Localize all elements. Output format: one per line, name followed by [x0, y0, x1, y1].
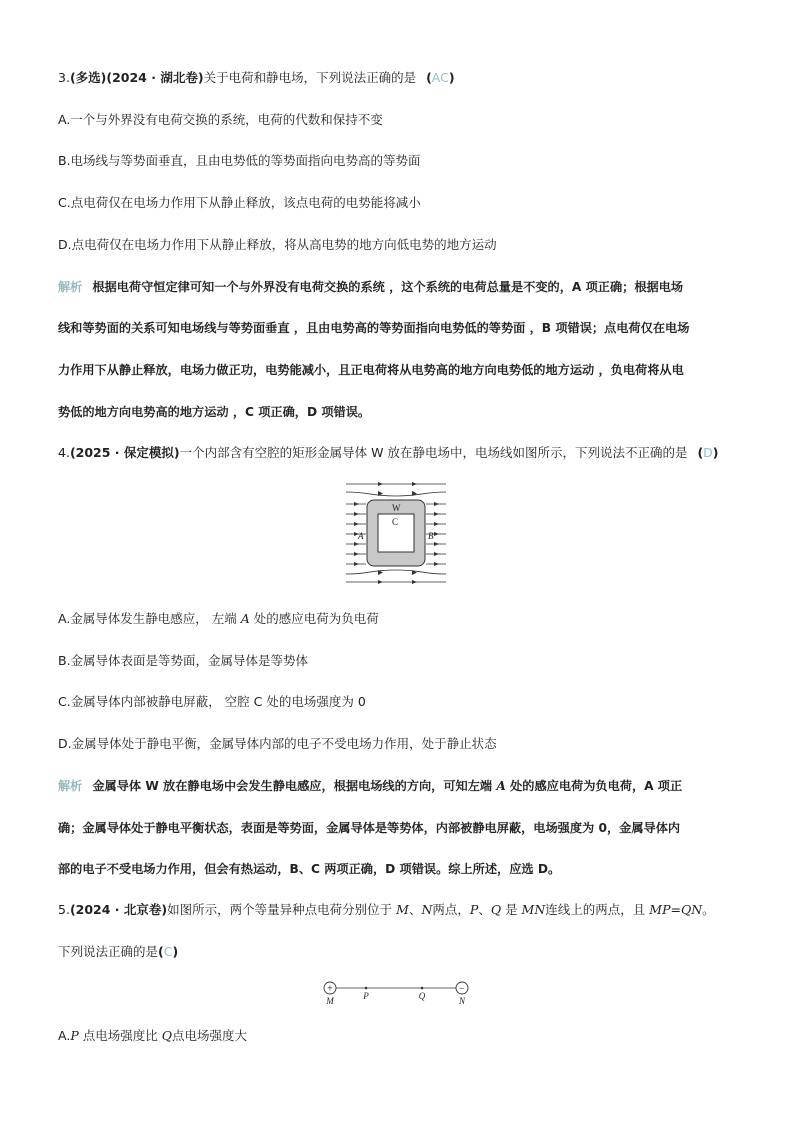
- q4-option-a-var: A: [240, 611, 250, 626]
- label-p: P: [363, 991, 369, 1001]
- q3-option-c: C.点电荷仅在电场力作用下从静止释放，该点电荷的电势能将减小: [58, 195, 421, 210]
- plus-sign: +: [327, 983, 333, 995]
- q5-var-n: N: [421, 902, 433, 917]
- q5-sep-2: 、: [478, 902, 491, 917]
- q4-conductor-figure: [340, 478, 452, 588]
- label-m: M: [326, 996, 334, 1006]
- q5-var-mn: MN: [521, 902, 546, 917]
- label-q: Q: [418, 991, 426, 1001]
- q4-stem-text: 一个内部含有空腔的矩形金属导体 W 放在静电场中，电场线如图所示，下列说法不正确的是: [179, 445, 688, 460]
- q4-stem: [58, 445, 719, 461]
- q5-stem-text-3: 是: [501, 902, 522, 917]
- q3-answer-close: ): [448, 70, 455, 85]
- q4-answer-close: ): [712, 445, 719, 460]
- q4-source: 保定模拟: [123, 445, 174, 460]
- q4-option-c: C.金属导体内部被静电屏蔽， 空腔 C 处的电场强度为 0: [58, 694, 366, 709]
- q5-stem-line-2: [58, 944, 178, 960]
- q3-solution-label: 解析: [58, 280, 83, 294]
- q5-option-a-prefix: A.: [58, 1028, 71, 1043]
- q3-stem-text: 关于电荷和静电场，下列说法正确的是: [203, 70, 417, 85]
- q5-answer: C: [163, 944, 173, 959]
- q4-option-d: D.金属导体处于静电平衡，金属导体内部的电子不受电场力作用，处于静止状态: [58, 736, 497, 751]
- q3-answer: AC: [431, 70, 449, 85]
- q5-sep-1: 、: [408, 902, 422, 917]
- label-w: W: [392, 503, 401, 513]
- q4-solution-label: 解析: [58, 779, 83, 793]
- label-a: A: [358, 531, 364, 541]
- q3-option-b: B.电场线与等势面垂直，且由电势低的等势面指向电势高的等势面: [58, 153, 421, 168]
- q4-option-a-text: A.金属导体发生静电感应， 左端: [58, 611, 241, 626]
- q5-option-a-var-p: P: [70, 1028, 79, 1043]
- label-b: B: [428, 531, 434, 541]
- q5-var-q: Q: [490, 902, 502, 917]
- q5-option-a-text-2: 点电场强度大: [171, 1028, 247, 1043]
- q5-year: 2024: [75, 902, 111, 917]
- q4-year: 2025: [75, 445, 111, 460]
- q3-stem: [58, 70, 455, 86]
- q5-option-a-text: 点电场强度比: [78, 1028, 162, 1043]
- q4-solution-text-1b: 处的感应电荷为负电荷，A 项正: [505, 779, 683, 793]
- label-n: N: [458, 996, 466, 1006]
- q5-stem-text-4: 连线上的两点，且: [545, 902, 650, 917]
- q5-tag-close: ): [161, 902, 168, 917]
- q5-condition: MP=QN: [649, 902, 703, 917]
- q4-answer: D: [703, 445, 713, 460]
- q5-answer-open: (: [158, 944, 164, 959]
- q5-stem: [58, 902, 715, 918]
- q5-charges-figure: [318, 978, 478, 1008]
- q5-stem-text: 如图所示，两个等量异种点电荷分别位于: [167, 902, 397, 917]
- q4-solution-line-3: 部的电子不受电场力作用，但会有热运动，B、C 两项正确，D 项错误。综上所述，应选 D。: [58, 862, 561, 876]
- q5-number: 5.: [58, 902, 70, 917]
- q5-dot: ·: [110, 902, 124, 917]
- q4-dot: ·: [110, 445, 124, 460]
- label-c: C: [392, 517, 399, 527]
- q5-var-p: P: [469, 902, 479, 917]
- q3-solution-line-3: 力作用下从静止释放，电场力做正功，电势能减小，且正电荷将从电势高的地方向电势低的地方运动 ，负电荷将从电: [58, 363, 684, 377]
- q4-option-a-text-2: 处的感应电荷为负电荷: [249, 611, 379, 626]
- q3-tag: (多选)(: [69, 70, 113, 85]
- field-line: [346, 570, 446, 574]
- q5-stem-end: 。: [702, 902, 715, 917]
- q3-solution-text-1: 根据电荷守恒定律可知一个与外界没有电荷交换的系统 ，这个系统的电荷总量是不变的，A 项正确；根据电场: [92, 280, 684, 294]
- q5-option-a: [58, 1028, 247, 1044]
- q5-answer-close: ): [172, 944, 179, 959]
- q4-option-a: [58, 611, 379, 627]
- q4-tag: (: [69, 445, 76, 460]
- q3-year: 2024: [112, 70, 147, 85]
- q3-option-a: A.一个与外界没有电荷交换的系统，电荷的代数和保持不变: [58, 112, 383, 127]
- q4-solution-var: A: [496, 779, 506, 793]
- q3-source: 湖北卷: [160, 70, 198, 85]
- q3-solution-line-2: 线和等势面的关系可知电场线与等势面垂直 ，且由电势高的等势面指向电势低的等势面 ，B 项错误；点电荷仅在电场: [58, 321, 690, 335]
- point-p: [365, 987, 368, 990]
- q4-answer-open: (: [697, 445, 704, 460]
- q4-solution-line-1: [58, 778, 682, 794]
- q3-option-d: D.点电荷仅在电场力作用下从静止释放，将从高电势的地方向低电势的地方运动: [58, 237, 497, 252]
- q3-tag-close: ): [197, 70, 204, 85]
- q3-solution-line-4: 势低的地方向电势高的地方运动 ，C 项正确，D 项错误。: [58, 405, 371, 419]
- q5-source: 北京卷: [123, 902, 162, 917]
- q5-stem-text-2: 两点，: [432, 902, 470, 917]
- q4-tag-close: ): [173, 445, 180, 460]
- q3-number: 3.: [58, 70, 70, 85]
- q4-solution-line-2: 确；金属导体处于静电平衡状态，表面是等势面，金属导体是等势体，内部被静电屏蔽，电场强度为 0，金属导体内: [58, 821, 681, 835]
- q3-dot: ·: [146, 70, 161, 85]
- point-q: [421, 987, 424, 990]
- q4-option-b: B.金属导体表面是等势面，金属导体是等势体: [58, 653, 309, 668]
- q4-solution-text-1: 金属导体 W 放在静电场中会发生静电感应，根据电场线的方向，可知左端: [92, 779, 497, 793]
- q5-stem-text-5: 下列说法正确的是: [58, 944, 159, 959]
- q3-solution-line-1: [58, 279, 683, 295]
- q5-option-a-var-q: Q: [161, 1028, 172, 1043]
- q5-tag: (: [69, 902, 76, 917]
- q3-answer-open: (: [426, 70, 432, 85]
- minus-sign: −: [459, 983, 465, 995]
- field-line: [346, 492, 446, 496]
- q5-var-m: M: [396, 902, 409, 917]
- q4-number: 4.: [58, 445, 70, 460]
